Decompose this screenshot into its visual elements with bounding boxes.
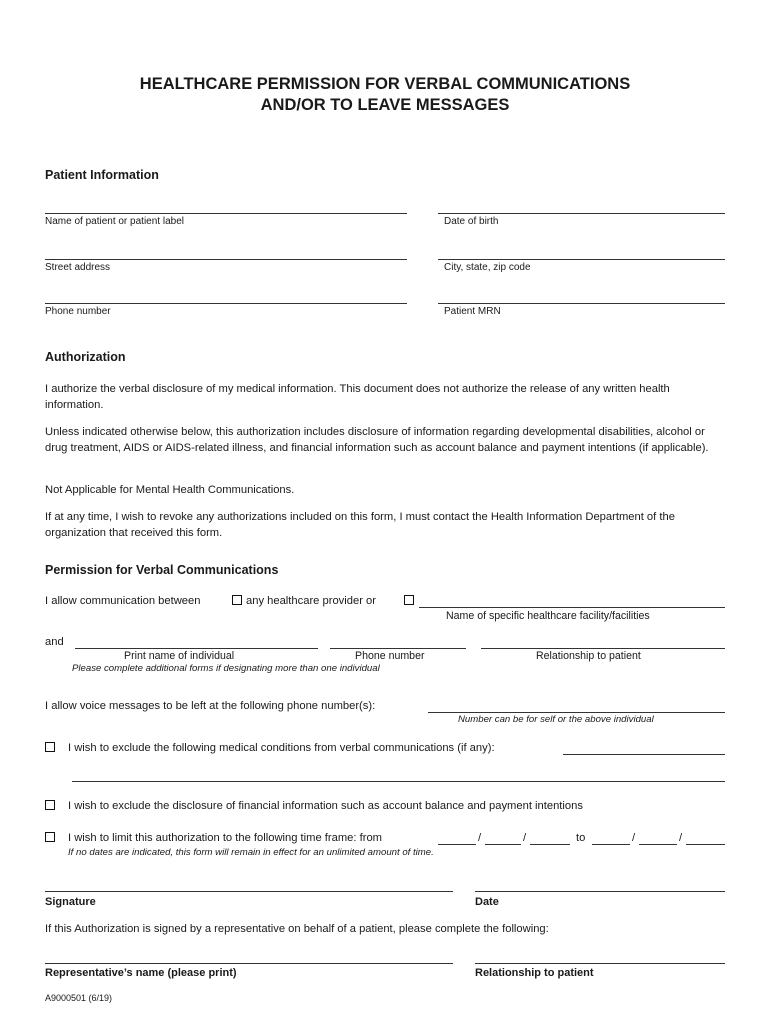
from-slash-1: / [478, 832, 482, 844]
exclude-conditions-field-continued[interactable] [72, 781, 725, 782]
any-provider-text: any healthcare provider or [246, 595, 376, 607]
authorization-paragraph-4: If at any time, I wish to revoke any authorizations included on this form, I must contact the Health Information Department of the organization that received this form. [45, 511, 675, 539]
facility-name-field[interactable] [419, 607, 725, 608]
any-provider-checkbox[interactable] [232, 595, 242, 605]
permission-heading: Permission for Verbal Communications [45, 563, 279, 577]
phone-number-label: Phone number [45, 306, 111, 317]
from-year-field[interactable] [530, 844, 570, 845]
from-day-field[interactable] [485, 844, 521, 845]
voice-message-note: Number can be for self or the above individual [458, 714, 654, 725]
representative-name-label: Representative’s name (please print) [45, 967, 237, 979]
individual-relationship-field[interactable] [481, 648, 725, 649]
allow-between-text: I allow communication between [45, 595, 201, 607]
page-title-line-2: AND/OR TO LEAVE MESSAGES [260, 96, 510, 114]
date-label: Date [475, 896, 499, 908]
to-text: to [576, 832, 586, 844]
voice-messages-text: I allow voice messages to be left at the following phone number(s): [45, 700, 376, 712]
representative-relationship-label: Relationship to patient [475, 967, 594, 979]
exclude-financial-text: I wish to exclude the disclosure of financial information such as account balance and payment intentions [68, 800, 583, 812]
authorization-paragraph-2: Unless indicated otherwise below, this authorization includes disclosure of information regarding developmental disabilities, alcohol or drug treatment, AIDS or AIDS-related illness, and financial information such as account balance and payment intentions (if applicable). [45, 426, 709, 454]
and-text: and [45, 636, 64, 648]
dob-label: Date of birth [444, 216, 499, 227]
individual-name-field[interactable] [75, 648, 318, 649]
individual-phone-label: Phone number [355, 650, 425, 662]
authorization-paragraph-1: I authorize the verbal disclosure of my medical information. This document does not authorize the release of any written health information. [45, 383, 670, 411]
representative-relationship-field[interactable] [475, 963, 725, 964]
patient-name-field[interactable] [45, 213, 407, 214]
to-slash-1: / [632, 832, 636, 844]
signature-label: Signature [45, 896, 96, 908]
street-address-field[interactable] [45, 259, 407, 260]
representative-name-field[interactable] [45, 963, 453, 964]
facility-name-label: Name of specific healthcare facility/facilities [446, 610, 650, 622]
print-name-label: Print name of individual [124, 650, 235, 662]
patient-mrn-field[interactable] [438, 303, 725, 304]
specific-facility-checkbox[interactable] [404, 595, 414, 605]
exclude-conditions-text: I wish to exclude the following medical conditions from verbal communications (if any): [68, 742, 495, 754]
form-code: A9000501 (6/19) [45, 993, 113, 1003]
voice-message-phone-field[interactable] [428, 712, 725, 713]
additional-forms-note: Please complete additional forms if designating more than one individual [72, 663, 380, 674]
city-state-zip-label: City, state, zip code [444, 262, 531, 273]
exclude-financial-checkbox[interactable] [45, 800, 55, 810]
individual-relationship-label: Relationship to patient [536, 650, 641, 662]
street-address-label: Street address [45, 262, 111, 273]
to-year-field[interactable] [686, 844, 725, 845]
authorization-heading: Authorization [45, 350, 126, 364]
page-title-line-1: HEALTHCARE PERMISSION FOR VERBAL COMMUNICATIONS [139, 75, 631, 93]
to-month-field[interactable] [592, 844, 630, 845]
patient-info-heading: Patient Information [45, 168, 159, 182]
dob-field[interactable] [438, 213, 725, 214]
to-slash-2: / [679, 832, 683, 844]
exclude-conditions-field[interactable] [563, 754, 725, 755]
patient-mrn-label: Patient MRN [444, 306, 501, 317]
city-state-zip-field[interactable] [438, 259, 725, 260]
date-field[interactable] [475, 891, 725, 892]
limit-time-text: I wish to limit this authorization to the following time frame: from [68, 832, 382, 844]
patient-name-label: Name of patient or patient label [45, 216, 184, 227]
signature-field[interactable] [45, 891, 453, 892]
authorization-paragraph-3: Not Applicable for Mental Health Communications. [45, 484, 295, 496]
phone-number-field[interactable] [45, 303, 407, 304]
no-dates-note: If no dates are indicated, this form will remain in effect for an unlimited amount of time. [68, 847, 434, 858]
individual-phone-field[interactable] [330, 648, 466, 649]
from-slash-2: / [523, 832, 527, 844]
to-day-field[interactable] [639, 844, 677, 845]
exclude-conditions-checkbox[interactable] [45, 742, 55, 752]
from-month-field[interactable] [438, 844, 476, 845]
representative-instructions: If this Authorization is signed by a representative on behalf of a patient, please complete the following: [45, 923, 549, 935]
limit-time-checkbox[interactable] [45, 832, 55, 842]
